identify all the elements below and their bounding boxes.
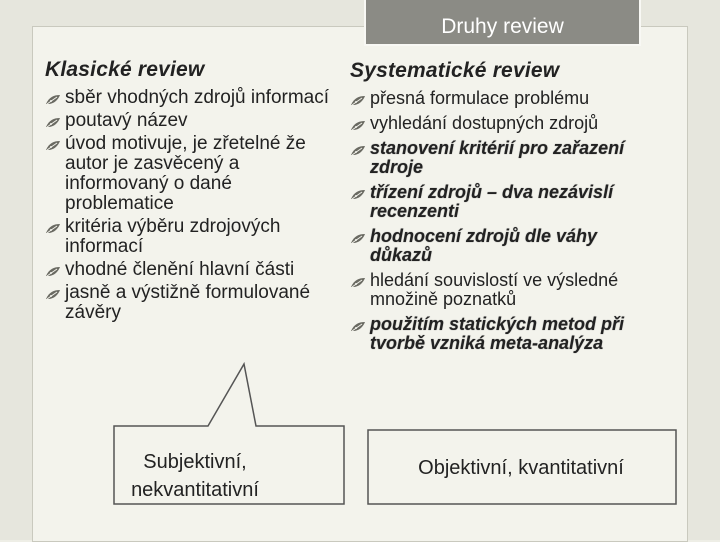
- right-bullet-text: hledání souvislostí ve výsledné množině poznatků: [370, 270, 619, 309]
- right-bullet-item: [350, 139, 650, 177]
- leaf-bullet-icon: [45, 91, 61, 103]
- left-bullet-text: vhodné členění hlavní části: [65, 259, 295, 280]
- right-bullet-text: třízení zdrojů – dva nezávislí recenzenti: [370, 182, 614, 221]
- right-bullet-item: [350, 315, 650, 353]
- leaf-bullet-icon: [45, 137, 61, 149]
- right-bullet-text: vyhledání dostupných zdrojů: [370, 113, 599, 133]
- right-bullet-list: [350, 89, 650, 359]
- right-bullet-text: přesná formulace problému: [370, 88, 590, 108]
- left-bullet-text: sběr vhodných zdrojů informací: [65, 87, 330, 108]
- right-heading: Systematické review: [350, 59, 560, 82]
- leaf-bullet-icon: [350, 117, 366, 129]
- left-bullet-item: [45, 88, 333, 108]
- left-bullet-text: úvod motivuje, je zřetelné že autor je zasvěcený a informovaný o dané problematice: [65, 133, 306, 214]
- right-bullet-text: hodnocení zdrojů dle váhy důkazů: [370, 226, 598, 265]
- leaf-bullet-icon: [45, 114, 61, 126]
- right-callout-text: Objektivní, kvantitativní: [418, 457, 624, 479]
- left-bullet-text: poutavý název: [65, 110, 188, 131]
- leaf-bullet-icon: [45, 263, 61, 275]
- right-bullet-item: [350, 114, 650, 133]
- left-bullet-item: [45, 260, 333, 280]
- left-bullet-item: [45, 134, 333, 214]
- left-bullet-list: [45, 88, 333, 326]
- leaf-bullet-icon: [45, 220, 61, 232]
- left-heading: Klasické review: [45, 58, 205, 81]
- right-bullet-item: [350, 227, 650, 265]
- left-bullet-item: [45, 111, 333, 131]
- right-bullet-item: [350, 183, 650, 221]
- right-bullet-text: stanovení kritérií pro zařazení zdroje: [370, 138, 625, 177]
- left-bullet-text: jasně a výstižně formulované závěry: [65, 282, 311, 323]
- left-bullet-text: kritéria výběru zdrojových informací: [65, 216, 281, 257]
- right-bullet-item: [350, 271, 650, 309]
- leaf-bullet-icon: [350, 186, 366, 198]
- leaf-bullet-icon: [350, 318, 366, 330]
- right-bullet-text: použitím statických metod při tvorbě vzniká meta-analýza: [370, 314, 625, 353]
- left-bullet-item: [45, 283, 333, 323]
- right-bullet-item: [350, 89, 650, 108]
- left-callout-text: Subjektivní, nekvantitativní: [131, 451, 259, 501]
- leaf-bullet-icon: [350, 274, 366, 286]
- leaf-bullet-icon: [350, 230, 366, 242]
- leaf-bullet-icon: [45, 286, 61, 298]
- leaf-bullet-icon: [350, 142, 366, 154]
- slide-title: Druhy review: [364, 0, 641, 46]
- leaf-bullet-icon: [350, 92, 366, 104]
- left-bullet-item: [45, 217, 333, 257]
